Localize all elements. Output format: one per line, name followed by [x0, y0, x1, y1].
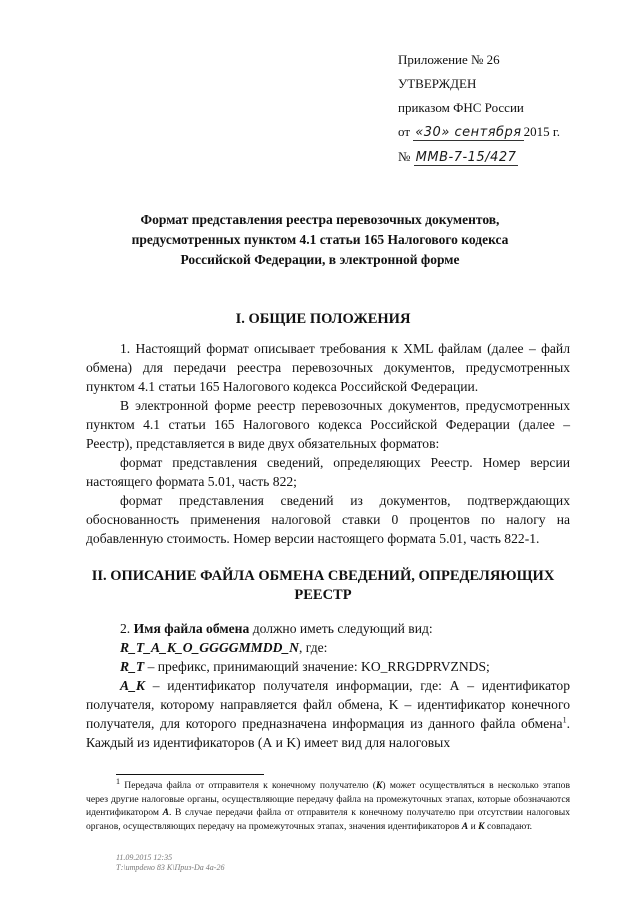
footnote-id: K [375, 780, 383, 791]
paragraph: 1. Настоящий формат описывает требования к XML файлам (далее – файл обмена) для передачи реестра перевозочных документов, предусмотренных пунктом 4.1 статьи 165 Налогового кодекса Российской Федерации. [86, 341, 570, 394]
footnote-id: А [461, 820, 469, 832]
approval-date [398, 120, 598, 145]
paragraph: формат представления сведений из документов, подтверждающих обоснованность применения налоговой ставки 0 процентов по налогу на добавленную стоимость. Номер версии настоящего формата 5.01, часть 822-1. [86, 493, 570, 546]
term-bold: Имя файла обмена [133, 621, 250, 636]
stamp-line: Т:\итрdено 83 К\Приз-Dа 4а-26 [116, 863, 225, 872]
footnote-divider [116, 774, 264, 775]
section-1-heading: I. ОБЩИЕ ПОЛОЖЕНИЯ [235, 311, 411, 327]
footnote [86, 776, 570, 833]
print-stamp [116, 853, 316, 873]
appendix-label: Приложение № 26 [398, 52, 500, 67]
footnote-id: К [478, 820, 485, 832]
handwritten-date: «30» сентября [415, 125, 522, 140]
section-1-body [86, 339, 570, 548]
footnote-part: ) может осуществляться в несколько этапов через другие налоговые органы, осуществляющие передачу файла на промежуточных этапах, которые обозначаются идентификатором [86, 780, 570, 818]
paragraph [86, 638, 570, 657]
document-title [100, 210, 540, 270]
item-number: 2. [120, 621, 131, 636]
footnote-part: и [470, 820, 476, 832]
paragraph: В электронной форме реестр перевозочных документов, предусмотренных пунктом 4.1 статьи 165 Налогового кодекса Российской Федерации (далее – Реестр), представляется в виде двух обязательных форматов: [86, 398, 570, 451]
order-label: приказом ФНС России [398, 100, 524, 115]
paragraph-text: должно иметь следующий вид: [252, 621, 433, 636]
section-2-heading [88, 567, 558, 605]
date-prefix: от [398, 124, 411, 139]
title-line: предусмотренных пунктом 4.1 статьи 165 Налогового кодекса [131, 232, 509, 247]
paragraph: формат представления сведений, определяющих Реестр. Номер версии настоящего формата 5.01, часть 822; [86, 455, 570, 489]
footnote-id: А [162, 807, 169, 818]
approved-label: УТВЕРЖДЕН [398, 76, 477, 91]
footnote-ref: 1 [562, 715, 567, 725]
paragraph-text: . Каждый из идентификаторов (А и K) имеет вид для налоговых [86, 716, 570, 750]
recipient-code: A_K [120, 678, 145, 693]
paragraph [86, 676, 570, 752]
paragraph-text: – префикс, принимающий значение: KO_RRGDPRVZNDS; [147, 659, 490, 674]
paragraph-text: – идентификатор получателя информации, где: А – идентификатор получателя, которому направляется файл обмена, K – идентификатор конечного получателя, для которого предназначена информация из данного файла обмена [86, 678, 570, 731]
file-name-pattern: R_T_A_K_O_GGGGMMDD_N [120, 640, 299, 655]
heading-line: II. ОПИСАНИЕ ФАЙЛА ОБМЕНА СВЕДЕНИЙ, ОПРЕДЕЛЯЮЩИХ [91, 568, 555, 584]
prefix-code: R_T [120, 659, 145, 674]
approval-number [398, 145, 598, 170]
handwritten-number: ММВ-7-15/427 [415, 150, 517, 165]
paragraph [86, 657, 570, 676]
stamp-line: 11.09.2015 12:35 [116, 853, 173, 862]
paragraph-text: , где: [299, 640, 328, 655]
date-suffix: 2015 г. [523, 124, 560, 139]
title-line: Формат представления реестра перевозочных документов, [140, 212, 500, 227]
footnote-part: совпадают. [487, 820, 533, 832]
footnote-mark: 1 [116, 776, 120, 786]
section-2-body [86, 619, 570, 752]
footnote-part: Передача файла от отправителя к конечному получателю ( [124, 780, 376, 791]
title-line: Российской Федерации, в электронной форме [180, 252, 460, 267]
heading-line: РЕЕСТР [294, 587, 352, 603]
footnote-part: . В случае передачи файла от отправителя к конечному получателю при отсутствии налоговых органов, осуществляющих передачу на промежуточных этапах, значения идентификаторов [86, 807, 570, 832]
number-prefix: № [398, 149, 411, 164]
footnote-text [86, 776, 570, 833]
approval-block [398, 48, 598, 170]
paragraph [86, 619, 570, 638]
